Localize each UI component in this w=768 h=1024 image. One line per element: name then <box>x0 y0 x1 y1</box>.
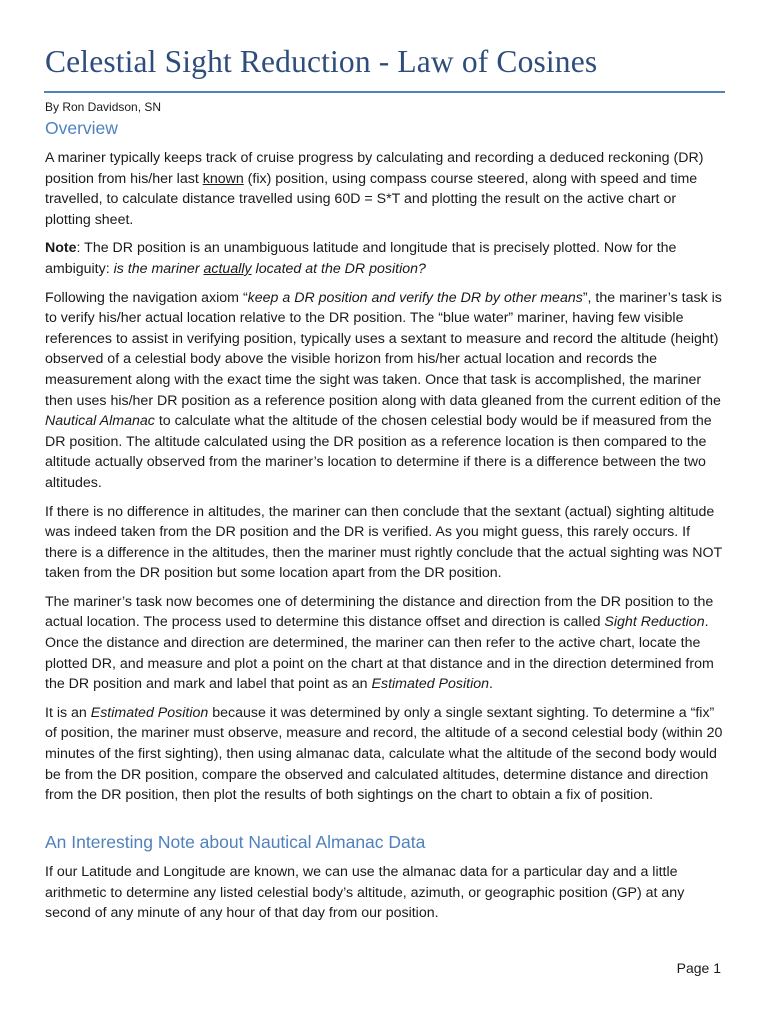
axiom-quote: keep a DR position and verify the DR by other means <box>247 289 583 306</box>
paragraph-3-text-c: to calculate what the altitude of the chosen celestial body would be if measured from the DR position. The altitude calculated using the DR position as a reference location is then compared to the altitude actually observed from the mariner’s location to determine if there is a difference between the two altitudes. <box>45 413 712 491</box>
nautical-almanac-title: Nautical Almanac <box>45 413 155 430</box>
estimated-position-term: Estimated Position <box>371 676 490 693</box>
paragraph-6-text-b: because it was determined by only a single sextant sighting. To determine a “fix” of position, the mariner must observe, measure and record, the altitude of a second celestial body (within 20 minutes of the first sighting), then using almanac data, calculate what the altitude of the second body would be from the DR position, compare the observed and calculated altitudes, determine distance and direction from the DR position, then plot the results of both sightings on the chart to obtain a fix of position. <box>45 704 723 804</box>
section-heading-overview: Overview <box>45 118 118 138</box>
almanac-note-body <box>45 862 725 932</box>
paragraph-5-text-c: . <box>489 676 493 693</box>
paragraph-3-text-b: ”, the mariner’s task is to verify his/her actual location relative to the DR position. The “blue water” mariner, having few visible references to assist in verifying position, typically uses a sextant to measure and record the altitude (height) observed of a celestial body above the visible horizon from his/her actual location and records the measurement along with the exact time the sight was taken. Once that task is accomplished, the mariner then uses his/her DR position as a reference position along with data gleaned from the current edition of the <box>45 289 722 409</box>
note-label: Note <box>45 240 77 257</box>
emphasis-known: known <box>202 170 244 187</box>
paragraph-2 <box>45 238 725 279</box>
section-heading-almanac-note: An Interesting Note about Nautical Almanac Data <box>45 832 426 852</box>
paragraph-1 <box>45 148 725 230</box>
paragraph-6 <box>45 703 725 806</box>
paragraph-2-italic-b: located at the DR position? <box>251 260 426 277</box>
estimated-position-term-2: Estimated Position <box>90 704 209 721</box>
title-underline-rule <box>44 91 725 93</box>
paragraph-7: If our Latitude and Longitude are known, we can use the almanac data for a particular day and a little arithmetic to determine any listed celestial body’s altitude, azimuth, or geographic position (GP) at any second of any minute of any hour of that day from our position. <box>45 864 685 922</box>
paragraph-5 <box>45 592 725 695</box>
paragraph-3 <box>45 288 725 494</box>
emphasis-actually: actually <box>203 260 252 277</box>
page-number: Page 1 <box>676 960 721 976</box>
overview-body <box>45 148 725 814</box>
paragraph-3-text-a: Following the navigation axiom “ <box>45 289 248 306</box>
paragraph-4: If there is no difference in altitudes, the mariner can then conclude that the sextant (actual) sighting altitude was indeed taken from the DR position and the DR is verified. As you might guess, this rarely occurs. If there is a difference in the altitudes, then the mariner must rightly conclude that the actual sighting was NOT taken from the DR position but some location apart from the DR position. <box>45 503 722 582</box>
paragraph-2-text-a: : The DR position is an unambiguous latitude and longitude that is precisely plotted. Now for the ambiguity: <box>45 240 677 277</box>
paragraph-5-text-b: . Once the distance and direction are determined, the mariner can then refer to the active chart, locate the plotted DR, and measure and plot a point on the chart at that distance and in the direction determined from the DR position and mark and label that point as an <box>45 614 714 693</box>
sight-reduction-term: Sight Reduction <box>604 614 705 631</box>
author-byline: By Ron Davidson, SN <box>45 100 162 114</box>
paragraph-2-italic-a: is the mariner <box>113 260 204 277</box>
paragraph-1-text-a: A mariner typically keeps track of cruise progress by calculating and recording a deduced reckoning (DR) position from his/her last <box>45 150 704 187</box>
paragraph-6-text-a: It is an <box>45 704 91 721</box>
paragraph-1-text-b: (fix) position, using compass course steered, along with speed and time travelled, to calculate distance travelled using 60D = S*T and plotting the result on the active chart or plotting sheet. <box>45 170 698 228</box>
document-title: Celestial Sight Reduction - Law of Cosines <box>45 44 598 79</box>
paragraph-5-text-a: The mariner’s task now becomes one of determining the distance and direction from the DR position to the actual location. The process used to determine this distance offset and direction is called <box>45 593 714 631</box>
